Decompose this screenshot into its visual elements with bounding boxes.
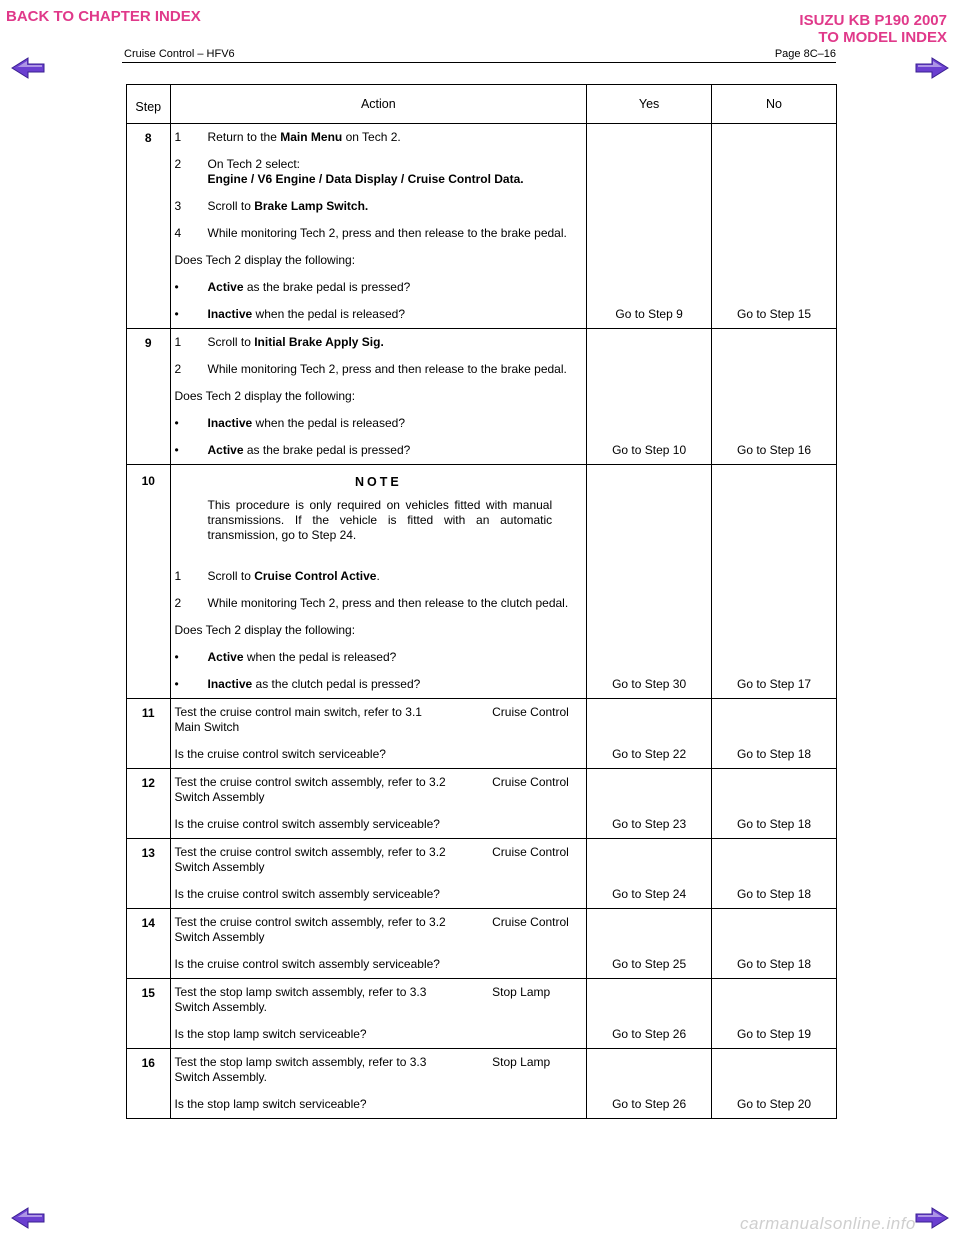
bullet-icon: • xyxy=(174,677,179,691)
yes-cell: Go to Step 25 xyxy=(587,909,712,979)
bullet-icon: • xyxy=(174,650,179,664)
bullet-text: as the brake pedal is pressed? xyxy=(243,443,411,457)
item-text: On Tech 2 select: xyxy=(207,157,301,171)
list-item xyxy=(175,130,583,145)
item-text: Scroll to xyxy=(207,335,255,349)
item-text-end: . xyxy=(376,569,380,583)
table-row-step-15 xyxy=(127,979,837,1049)
question-text: Is the cruise control switch assembly serviceable? xyxy=(174,957,440,971)
note-body: This procedure is only required on vehicles fitted with manual transmissions. If the vehicle is fitted with an automatic transmission, go to Step 24. xyxy=(207,498,553,542)
no-cell: Go to Step 15 xyxy=(712,124,837,329)
item-text: While monitoring Tech 2, press and then release to the brake pedal. xyxy=(207,362,567,376)
question-text: Does Tech 2 display the following: xyxy=(174,389,356,403)
item-number: 1 xyxy=(174,569,182,583)
test-reference: Cruise Control xyxy=(492,915,569,929)
list-item xyxy=(175,362,583,377)
step-number: 12 xyxy=(127,769,171,839)
test-reference-cont: Switch Assembly xyxy=(174,860,265,874)
list-item xyxy=(175,199,583,214)
yes-cell: Go to Step 23 xyxy=(587,769,712,839)
question-text: Is the cruise control switch assembly serviceable? xyxy=(174,887,440,901)
bullet-item xyxy=(175,280,583,295)
yes-cell: Go to Step 24 xyxy=(587,839,712,909)
action-cell xyxy=(170,329,587,465)
yes-cell: Go to Step 10 xyxy=(587,329,712,465)
model-index-line: TO MODEL INDEX xyxy=(818,29,947,46)
step-number: 16 xyxy=(127,1049,171,1119)
step-number: 9 xyxy=(127,329,171,465)
header-action: Action xyxy=(170,85,587,124)
bullet-item xyxy=(175,307,583,322)
item-bold-text: Initial Brake Apply Sig. xyxy=(254,335,384,349)
question-text: Is the cruise control switch serviceable? xyxy=(174,747,386,761)
no-cell: Go to Step 18 xyxy=(712,769,837,839)
question-text: Does Tech 2 display the following: xyxy=(174,623,356,637)
bullet-icon: • xyxy=(174,416,179,430)
no-cell: Go to Step 18 xyxy=(712,699,837,769)
note-title: NOTE xyxy=(354,475,402,489)
next-page-arrow-icon[interactable] xyxy=(914,56,950,80)
test-reference-cont: Switch Assembly xyxy=(174,790,265,804)
bullet-text: as the clutch pedal is pressed? xyxy=(252,677,421,691)
bullet-text: as the brake pedal is pressed? xyxy=(243,280,411,294)
back-to-chapter-index-link[interactable]: BACK TO CHAPTER INDEX xyxy=(6,8,201,25)
table-row-step-14 xyxy=(127,909,837,979)
step-number: 8 xyxy=(127,124,171,329)
test-reference-cont: Switch Assembly. xyxy=(174,1070,267,1084)
question-text: Is the stop lamp switch serviceable? xyxy=(174,1097,367,1111)
bullet-bold-text: Active xyxy=(207,280,244,294)
item-text: While monitoring Tech 2, press and then release to the clutch pedal. xyxy=(207,596,569,610)
no-cell: Go to Step 17 xyxy=(712,465,837,699)
yes-cell: Go to Step 26 xyxy=(587,1049,712,1119)
list-item xyxy=(175,226,583,241)
item-number: 2 xyxy=(174,157,182,171)
list-item xyxy=(175,596,583,611)
bullet-icon: • xyxy=(174,307,179,321)
header-rule xyxy=(122,62,836,63)
action-cell xyxy=(170,769,587,839)
bullet-bold-text: Active xyxy=(207,443,244,457)
action-cell xyxy=(170,909,587,979)
model-title-line: ISUZU KB P190 2007 xyxy=(799,12,947,29)
bullet-bold-text: Inactive xyxy=(207,416,253,430)
test-reference: Stop Lamp xyxy=(492,1055,551,1069)
bullet-text: when the pedal is released? xyxy=(252,416,405,430)
no-cell: Go to Step 18 xyxy=(712,909,837,979)
no-cell: Go to Step 20 xyxy=(712,1049,837,1119)
next-page-arrow-bottom-icon[interactable] xyxy=(914,1206,950,1230)
action-cell xyxy=(170,124,587,329)
header-yes: Yes xyxy=(587,85,712,124)
previous-page-arrow-bottom-icon[interactable] xyxy=(10,1206,46,1230)
table-row-step-16 xyxy=(127,1049,837,1119)
header-no: No xyxy=(712,85,837,124)
step-number: 11 xyxy=(127,699,171,769)
list-item xyxy=(175,335,583,350)
list-item xyxy=(175,569,583,584)
table-header-row xyxy=(127,85,837,124)
yes-cell: Go to Step 9 xyxy=(587,124,712,329)
header-step: Step xyxy=(127,85,171,124)
item-text: Return to the xyxy=(207,130,281,144)
yes-cell: Go to Step 22 xyxy=(587,699,712,769)
bullet-item xyxy=(175,650,583,665)
header-page-number: Page 8C–16 xyxy=(774,48,836,60)
bullet-text: when the pedal is released? xyxy=(252,307,405,321)
action-cell xyxy=(170,979,587,1049)
bullet-item xyxy=(175,416,583,431)
header-section-title: Cruise Control – HFV6 xyxy=(124,48,235,60)
test-instruction: Test the cruise control switch assembly, refer to 3.2 xyxy=(174,915,446,929)
action-cell xyxy=(170,1049,587,1119)
table-row-step-13 xyxy=(127,839,837,909)
test-reference: Cruise Control xyxy=(492,705,569,719)
item-bold-text: Cruise Control Active xyxy=(254,569,377,583)
no-cell: Go to Step 18 xyxy=(712,839,837,909)
yes-cell: Go to Step 26 xyxy=(587,979,712,1049)
step-number: 15 xyxy=(127,979,171,1049)
item-text: While monitoring Tech 2, press and then release to the brake pedal. xyxy=(207,226,567,240)
step-number: 10 xyxy=(127,465,171,699)
item-text: Scroll to xyxy=(207,569,255,583)
test-instruction: Test the cruise control switch assembly, refer to 3.2 xyxy=(174,845,446,859)
no-cell: Go to Step 19 xyxy=(712,979,837,1049)
action-cell xyxy=(170,465,587,699)
item-number: 1 xyxy=(174,335,182,349)
item-bold-text: Main Menu xyxy=(280,130,343,144)
table-row-step-10 xyxy=(127,465,837,699)
action-cell xyxy=(170,699,587,769)
table-row-step-9 xyxy=(127,329,837,465)
bullet-icon: • xyxy=(174,280,179,294)
question-text: Is the cruise control switch assembly serviceable? xyxy=(174,817,440,831)
bullet-text: when the pedal is released? xyxy=(243,650,397,664)
action-cell xyxy=(170,839,587,909)
list-item xyxy=(175,157,583,187)
bullet-icon: • xyxy=(174,443,179,457)
bullet-item xyxy=(175,677,583,692)
question-text: Is the stop lamp switch serviceable? xyxy=(174,1027,367,1041)
step-number: 13 xyxy=(127,839,171,909)
question-text: Does Tech 2 display the following: xyxy=(174,253,356,267)
test-reference: Stop Lamp xyxy=(492,985,551,999)
table-row-step-8 xyxy=(127,124,837,329)
bullet-bold-text: Active xyxy=(207,650,244,664)
test-reference-cont: Switch Assembly. xyxy=(174,1000,267,1014)
step-number: 14 xyxy=(127,909,171,979)
test-reference: Cruise Control xyxy=(492,775,569,789)
table-row-step-12 xyxy=(127,769,837,839)
test-instruction: Test the stop lamp switch assembly, refer to 3.3 xyxy=(174,1055,427,1069)
item-number: 4 xyxy=(174,226,182,240)
test-instruction: Test the cruise control main switch, refer to 3.1 xyxy=(174,705,422,719)
model-index-link[interactable] xyxy=(799,12,947,46)
bullet-bold-text: Inactive xyxy=(207,307,253,321)
item-number: 2 xyxy=(174,362,182,376)
previous-page-arrow-icon[interactable] xyxy=(10,56,46,80)
item-number: 3 xyxy=(174,199,182,213)
test-reference: Cruise Control xyxy=(492,845,569,859)
item-bold-text: Engine / V6 Engine / Data Display / Cruise Control Data. xyxy=(207,172,524,186)
yes-cell: Go to Step 30 xyxy=(587,465,712,699)
bullet-item xyxy=(175,443,583,458)
test-reference-cont: Switch Assembly xyxy=(174,930,265,944)
table-row-step-11 xyxy=(127,699,837,769)
no-cell: Go to Step 16 xyxy=(712,329,837,465)
item-text: Scroll to xyxy=(207,199,255,213)
test-instruction: Test the cruise control switch assembly, refer to 3.2 xyxy=(174,775,446,789)
watermark-text: carmanualsonline.info xyxy=(740,1214,916,1233)
item-number: 1 xyxy=(174,130,182,144)
bullet-bold-text: Inactive xyxy=(207,677,253,691)
item-number: 2 xyxy=(174,596,182,610)
test-instruction: Test the stop lamp switch assembly, refer to 3.3 xyxy=(174,985,427,999)
test-reference-cont: Main Switch xyxy=(174,720,240,734)
item-text-end: on Tech 2. xyxy=(342,130,401,144)
diagnostic-steps-table xyxy=(126,84,837,1119)
item-bold-text: Brake Lamp Switch. xyxy=(254,199,369,213)
